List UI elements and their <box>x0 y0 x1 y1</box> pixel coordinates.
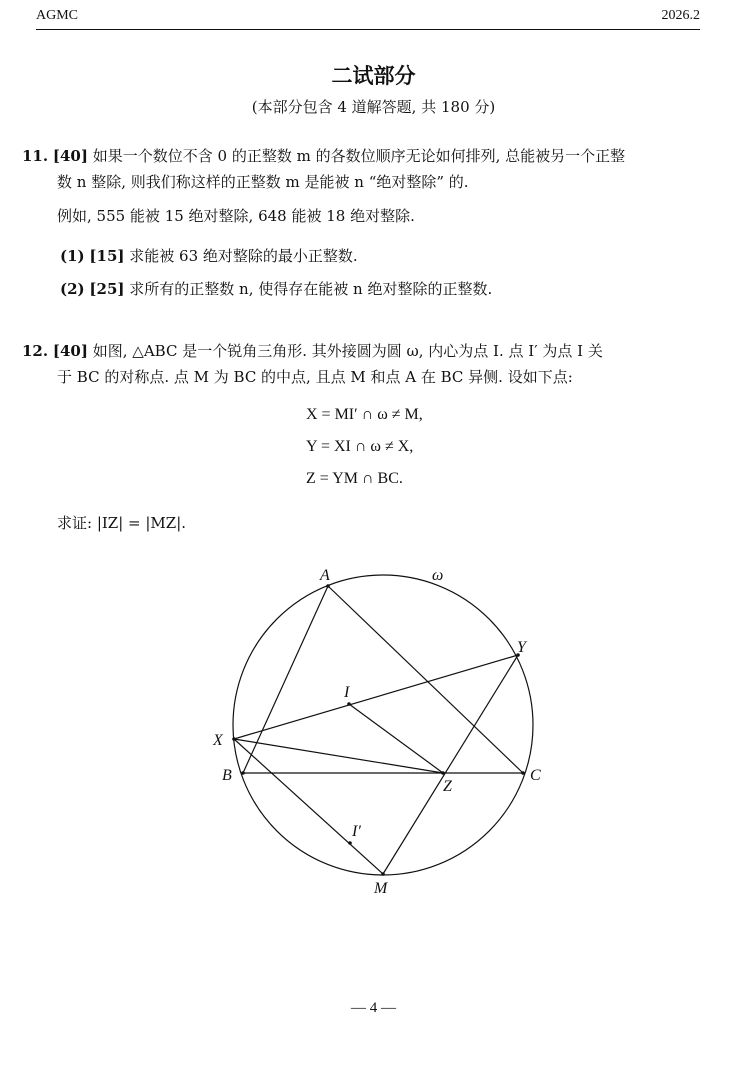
point-m <box>381 872 385 876</box>
equation-z: Z = YM ∩ BC. <box>306 470 403 487</box>
label-b: B <box>222 767 232 784</box>
label-i: I <box>344 684 350 701</box>
point-i <box>347 702 351 706</box>
label-a: A <box>320 567 330 584</box>
problem-12-line-2: 于 BC 的对称点. 点 M 为 BC 的中点, 且点 M 和点 A 在 BC 异侧. 设如下点: <box>57 368 573 386</box>
label-c: C <box>530 767 541 784</box>
point-i-prime <box>348 841 352 845</box>
segment-iz <box>349 704 443 773</box>
prove-statement: 求证: |IZ| = |MZ|. <box>57 514 187 532</box>
equation-x: X = MI′ ∩ ω ≠ M, <box>306 406 423 423</box>
part-1-points: [15] <box>89 247 125 265</box>
point-a <box>326 584 330 588</box>
problem-11-example: 例如, 555 能被 15 绝对整除, 648 能被 18 绝对整除. <box>57 207 415 225</box>
problem-12-number: 12. <box>22 342 49 360</box>
problem-12-points: [40] <box>52 342 88 360</box>
part-2-text: 求所有的正整数 n, 使得存在能被 n 绝对整除的正整数. <box>129 280 493 298</box>
segment-ac <box>328 586 523 773</box>
problem-11-points: [40] <box>52 147 88 165</box>
point-x <box>232 737 236 741</box>
section-title: 二试部分 <box>331 63 416 88</box>
header-right: 2026.2 <box>661 8 700 23</box>
section-subtitle: (本部分包含 4 道解答题, 共 180 分) <box>251 98 496 116</box>
problem-11-line-2: 数 n 整除, 则我们称这样的正整数 m 是能被 n “绝对整除” 的. <box>57 173 469 191</box>
problem-12-text-1: 如图, △ABC 是一个锐角三角形. 其外接圆为圆 ω, 内心为点 I. 点 I′ 为点 I 关 <box>92 342 603 360</box>
segment-ym <box>383 655 518 874</box>
label-z: Z <box>443 778 452 795</box>
problem-11-text-1: 如果一个数位不含 0 的正整数 m 的各数位顺序无论如何排列, 总能被另一个正整 <box>92 147 626 165</box>
label-m: M <box>374 880 388 897</box>
label-y: Y <box>517 639 526 656</box>
point-b <box>241 771 245 775</box>
label-omega: ω <box>432 567 444 584</box>
equation-y: Y = XI ∩ ω ≠ X, <box>306 438 414 455</box>
problem-11-number: 11. <box>22 147 49 165</box>
part-1-label: (1) <box>60 247 85 265</box>
part-2-points: [25] <box>89 280 125 298</box>
part-2-label: (2) <box>60 280 85 298</box>
circumcircle-omega <box>233 575 533 875</box>
label-x: X <box>213 732 223 749</box>
page-number: — 4 — <box>351 1000 396 1016</box>
part-1-text: 求能被 63 绝对整除的最小正整数. <box>129 247 358 265</box>
point-c <box>521 771 525 775</box>
point-z <box>441 771 445 775</box>
label-i-prime: I′ <box>352 823 361 840</box>
segment-ab <box>243 586 328 773</box>
segment-xy <box>234 655 518 739</box>
header-left: AGMC <box>36 8 79 23</box>
